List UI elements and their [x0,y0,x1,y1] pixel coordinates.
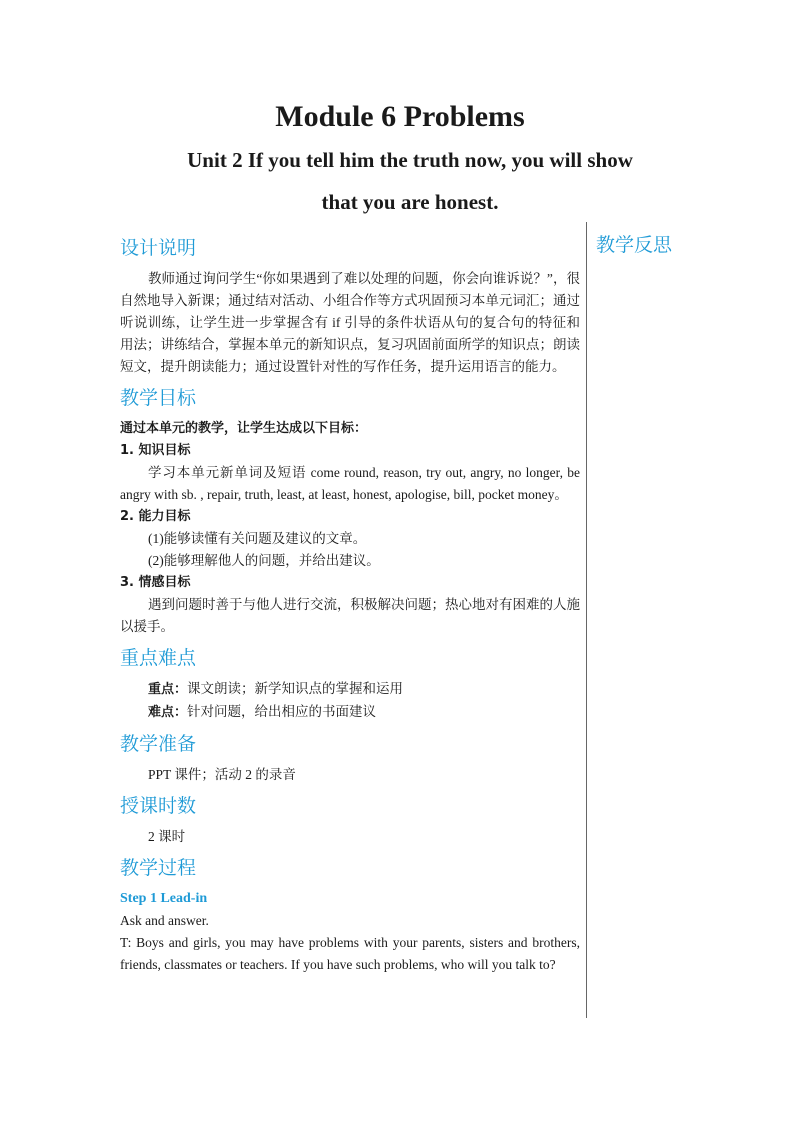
key-point-line [120,678,580,701]
difficult-text: 针对问题，给出相应的书面建议 [187,704,377,719]
module-title: Module 6 Problems [275,100,525,133]
design-text: 教师通过询问学生“你如果遇到了难以处理的问题，你会向谁诉说？”，很自然地导入新课；通过结对活动、小组合作等方式巩固预习本单元词汇；通过听说训练，让学生进一步掌握含有 if 引导的条件状语从句的复合句的特征和用法；讲练结合，掌握本单元的新知识点，复习巩固前面所学的知识点；朗读短文，提升朗读能力；通过设置针对性的写作任务，提升运用语言的能力。 [120,271,580,374]
emotion-text: 遇到问题时善于与他人进行交流，积极解决问题；热心地对有困难的人施以援手。 [120,597,580,634]
ability-item-1: (1)能够读懂有关问题及建议的文章。 [148,531,367,546]
column-divider [586,222,587,1018]
knowledge-text: 学习本单元新单词及短语 come round, reason, try out, angry, no longer, be angry with sb. , repair, truth, least, at least, honest, apologise, bill, pocket money。 [120,465,580,502]
emotion-title: 3. 情感目标 [120,575,191,590]
ability-item-2: (2)能够理解他人的问题，并给出建议。 [148,553,380,568]
unit-title-line1: Unit 2 If you tell him the truth now, you will show [187,148,633,172]
prep-text: PPT 课件；活动 2 的录音 [148,767,296,782]
process-heading: 教学过程 [120,857,197,879]
key-label: 重点： [148,682,188,697]
hours-text: 2 课时 [148,829,186,844]
goals-intro: 通过本单元的教学，让学生达成以下目标： [120,421,368,436]
main-column [120,228,580,976]
design-heading: 设计说明 [120,237,197,259]
key-text: 课文朗读；新学知识点的掌握和运用 [187,681,404,696]
ability-title: 2. 能力目标 [120,509,191,524]
difficult-point-line [120,701,580,724]
reflection-heading: 教学反思 [596,234,673,256]
goals-heading: 教学目标 [120,387,197,409]
knowledge-title: 1. 知识目标 [120,443,191,458]
prep-heading: 教学准备 [120,733,197,755]
hours-heading: 授课时数 [120,795,197,817]
keypoints-heading: 重点难点 [120,647,197,669]
process-line-2: T: Boys and girls, you may have problems with your parents, sisters and brothers, friends, classmates or teachers. If you have such problems, who will you talk to? [120,935,580,972]
step1-title: Step 1 Lead-in [120,891,208,906]
difficult-label: 难点： [148,705,188,720]
process-line-1: Ask and answer. [120,913,209,928]
unit-title-line2: that you are honest. [321,190,499,214]
